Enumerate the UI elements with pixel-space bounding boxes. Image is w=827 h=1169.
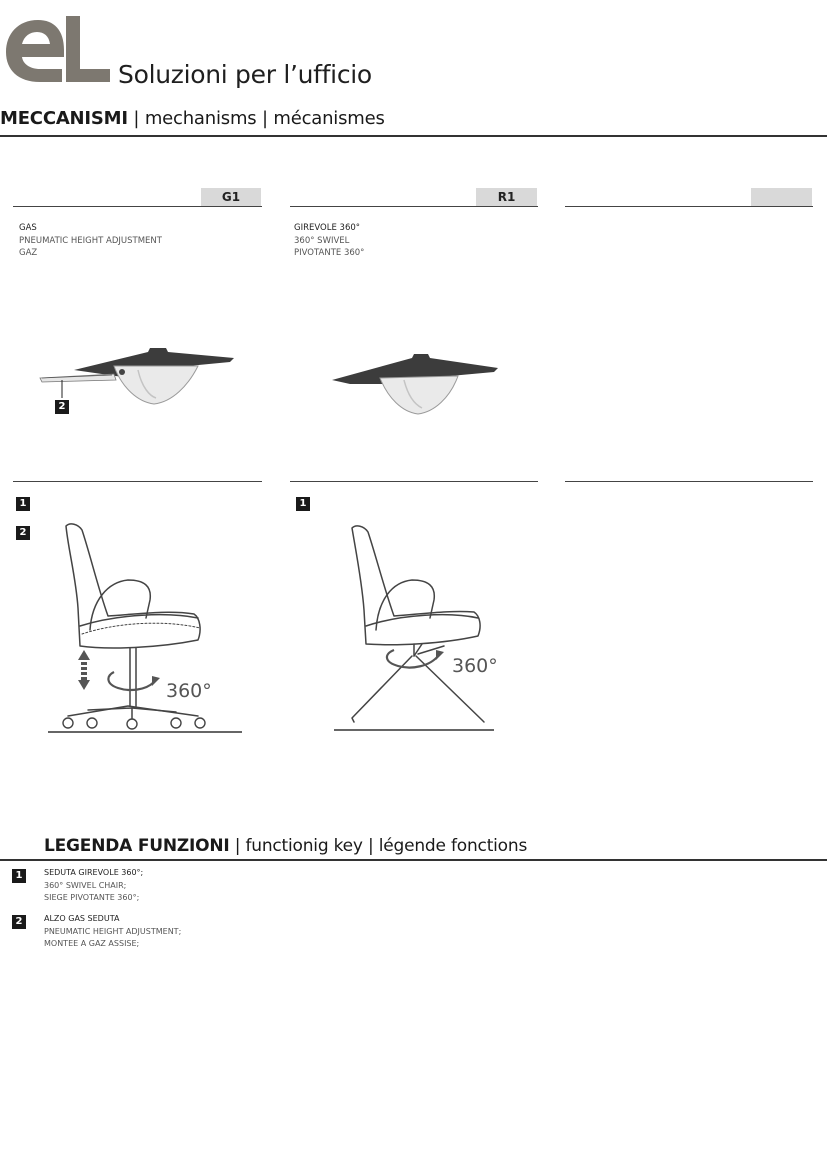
column-rule (290, 206, 538, 207)
legend-line: 360° SWIVEL CHAIR; (44, 880, 127, 890)
swivel-chair-illustration (332, 522, 508, 736)
section-title (0, 108, 385, 129)
legend-line: ALZO GAS SEDUTA (44, 914, 120, 923)
legend-line: MONTEE A GAZ ASSISE; (44, 939, 140, 948)
section-rule (0, 135, 827, 137)
swivel-mechanism-image (330, 350, 502, 420)
swivel-gas-chair-illustration (48, 518, 268, 740)
column-rule (13, 481, 262, 482)
mechanism-description (19, 222, 162, 260)
tagline: Soluzioni per l’ufficio (118, 60, 372, 89)
mechanism-code-tab: R1 (476, 188, 537, 206)
mechanism-line: PNEUMATIC HEIGHT ADJUSTMENT (19, 235, 162, 246)
legend-title (44, 836, 527, 856)
mechanism-line: PIVOTANTE 360° (294, 248, 365, 258)
legend-title-rest: | functionig key | légende fonctions (229, 836, 528, 856)
mechanism-line: GIREVOLE 360° (294, 223, 361, 233)
legend-item (44, 867, 143, 905)
column-rule (290, 481, 538, 482)
mechanism-line: 360° SWIVEL (294, 235, 350, 246)
section-title-bold: MECCANISMI (0, 108, 128, 129)
legend-line: PNEUMATIC HEIGHT ADJUSTMENT; (44, 926, 182, 936)
rotation-label: 360° (166, 680, 212, 702)
column-rule (13, 206, 262, 207)
mechanism-code-tab: G1 (201, 188, 261, 206)
legend-item (44, 913, 181, 951)
legend-title-bold: LEGENDA FUNZIONI (44, 836, 230, 856)
mechanism-line: GAS (19, 223, 37, 233)
legend-line: SEDUTA GIREVOLE 360°; (44, 868, 144, 877)
mechanism-line: GAZ (19, 248, 38, 258)
section-title-rest: | mechanisms | mécanismes (127, 108, 385, 129)
part-badge: 2 (55, 400, 69, 414)
feature-badge: 1 (16, 497, 30, 511)
brand-logo (4, 14, 110, 86)
legend-badge: 2 (12, 915, 26, 929)
feature-badge: 1 (296, 497, 310, 511)
legend-badge: 1 (12, 869, 26, 883)
legend-line: SIEGE PIVOTANTE 360°; (44, 893, 140, 902)
mechanism-description (294, 222, 364, 260)
feature-badge: 2 (16, 526, 30, 540)
mechanism-code-tab-empty (751, 188, 812, 206)
rotation-label: 360° (452, 655, 498, 677)
column-rule (565, 206, 813, 207)
legend-rule (0, 859, 827, 861)
column-rule (565, 481, 813, 482)
